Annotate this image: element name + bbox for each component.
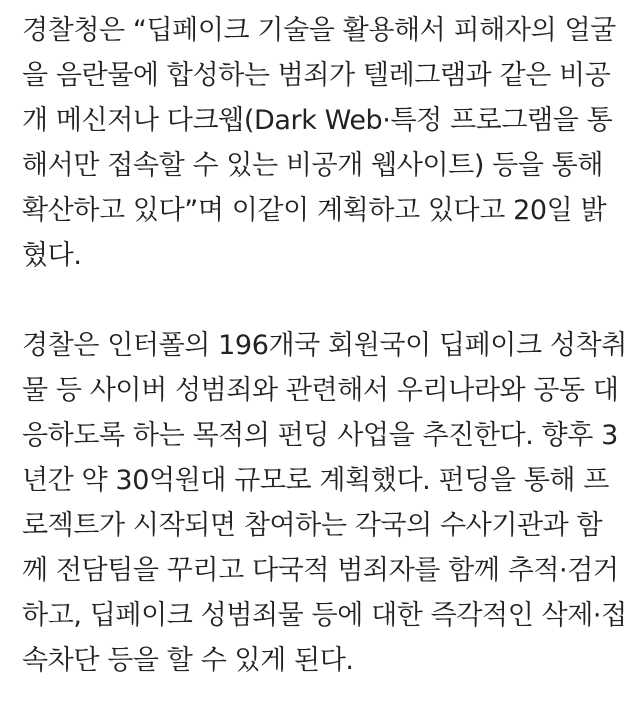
text-line: 확산하고 있다”며 이같이 계획하고 있다고 20일 밝 <box>22 195 607 226</box>
text-line: 물 등 사이버 성범죄와 관련해서 우리나라와 공동 대 <box>22 375 619 406</box>
text-line: 속차단 등을 할 수 있게 된다. <box>22 645 354 676</box>
text-line: 혔다. <box>22 240 82 271</box>
text-line: 해서만 접속할 수 있는 비공개 웹사이트) 등을 통해 <box>22 150 604 181</box>
text-line: 응하도록 하는 목적의 펀딩 사업을 추진한다. 향후 3 <box>22 420 618 451</box>
paragraph-spacer <box>22 278 618 323</box>
text-line: 년간 약 30억원대 규모로 계획했다. 펀딩을 통해 프 <box>22 465 609 496</box>
text-line: 경찰은 인터폴의 196개국 회원국이 딥페이크 성착취 <box>22 330 627 361</box>
text-line: 경찰청은 “딥페이크 기술을 활용해서 피해자의 얼굴 <box>22 15 616 46</box>
text-line: 을 음란물에 합성하는 범죄가 텔레그램과 같은 비공 <box>22 60 611 91</box>
paragraph-1 <box>22 8 618 278</box>
text-line: 께 전담팀을 꾸리고 다국적 범죄자를 함께 추적·검거 <box>22 555 619 586</box>
text-line: 하고, 딥페이크 성범죄물 등에 대한 즉각적인 삭제·접 <box>22 600 627 631</box>
paragraph-2 <box>22 323 627 683</box>
text-line: 로젝트가 시작되면 참여하는 각국의 수사기관과 함 <box>22 510 603 541</box>
text-line: 개 메신저나 다크웹(Dark Web·특정 프로그램을 통 <box>22 105 613 136</box>
